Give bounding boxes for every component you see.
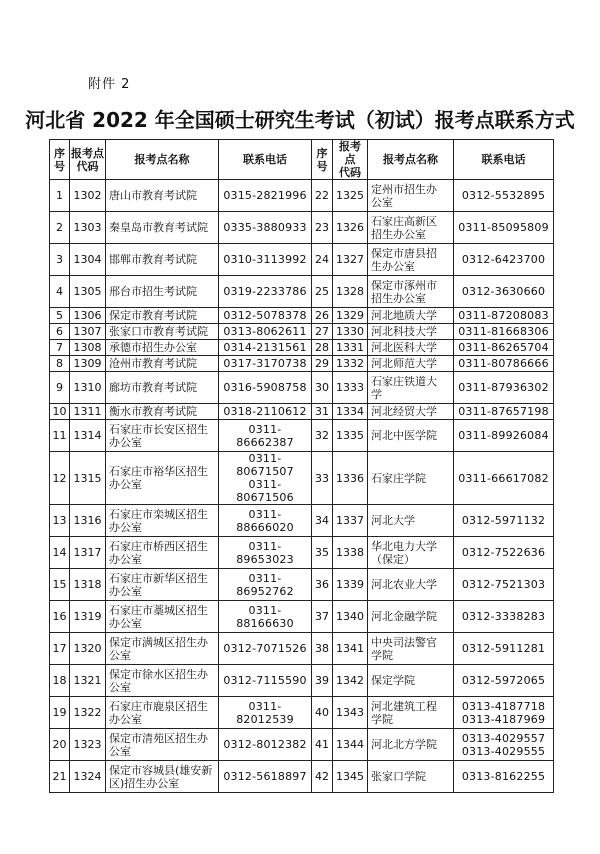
phone-cell: 0311-80786666 (454, 356, 554, 372)
table-row (50, 729, 554, 761)
table-row (50, 276, 554, 308)
code-cell: 1321 (70, 665, 106, 697)
seq-cell: 3 (50, 244, 70, 276)
site-name-cell: 河北医科大学 (368, 340, 454, 356)
site-name-cell: 廊坊市教育考试院 (106, 372, 219, 404)
seq-cell: 8 (50, 356, 70, 372)
site-name-cell: 石家庄市新华区招生 办公室 (106, 569, 219, 601)
table-row (50, 761, 554, 793)
seq-cell: 35 (312, 537, 333, 569)
code-cell: 1330 (333, 324, 368, 340)
seq-cell: 9 (50, 372, 70, 404)
phone-cell: 0311-87208083 (454, 308, 554, 324)
phone-cell: 0311-89926084 (454, 420, 554, 452)
code-cell: 1324 (70, 761, 106, 793)
table-row (50, 420, 554, 452)
seq-cell: 2 (50, 212, 70, 244)
phone-cell: 0312-6423700 (454, 244, 554, 276)
table-row (50, 697, 554, 729)
phone-cell: 0312-5972065 (454, 665, 554, 697)
code-cell: 1342 (333, 665, 368, 697)
code-cell: 1306 (70, 308, 106, 324)
code-cell: 1336 (333, 452, 368, 505)
table-row (50, 180, 554, 212)
table-row (50, 244, 554, 276)
seq-cell: 29 (312, 356, 333, 372)
seq-cell: 38 (312, 633, 333, 665)
code-cell: 1335 (333, 420, 368, 452)
phone-cell: 0312-5618897 (219, 761, 312, 793)
header-code-right: 报考点 代码 (333, 140, 368, 180)
phone-cell: 0316-5908758 (219, 372, 312, 404)
seq-cell: 4 (50, 276, 70, 308)
site-name-cell: 保定市教育考试院 (106, 308, 219, 324)
site-name-cell: 唐山市教育考试院 (106, 180, 219, 212)
header-name-right: 报考点名称 (368, 140, 454, 180)
site-name-cell: 保定学院 (368, 665, 454, 697)
phone-cell: 0311-82012539 (219, 697, 312, 729)
seq-cell: 5 (50, 308, 70, 324)
seq-cell: 14 (50, 537, 70, 569)
code-cell: 1309 (70, 356, 106, 372)
attachment-label: 附件 2 (88, 77, 131, 92)
code-cell: 1344 (333, 729, 368, 761)
seq-cell: 39 (312, 665, 333, 697)
site-name-cell: 河北中医学院 (368, 420, 454, 452)
contact-table (49, 139, 554, 793)
seq-cell: 28 (312, 340, 333, 356)
code-cell: 1304 (70, 244, 106, 276)
seq-cell: 7 (50, 340, 70, 356)
table-row (50, 569, 554, 601)
phone-cell: 0312-7522636 (454, 537, 554, 569)
table-header-row (50, 140, 554, 180)
phone-cell: 0311-88666020 (219, 505, 312, 537)
site-name-cell: 河北师范大学 (368, 356, 454, 372)
phone-cell: 0311-89653023 (219, 537, 312, 569)
seq-cell: 27 (312, 324, 333, 340)
phone-cell: 0311-87657198 (454, 404, 554, 420)
phone-cell: 0319-2233786 (219, 276, 312, 308)
code-cell: 1302 (70, 180, 106, 212)
code-cell: 1339 (333, 569, 368, 601)
site-name-cell: 保定市唐县招 生办公室 (368, 244, 454, 276)
code-cell: 1343 (333, 697, 368, 729)
phone-cell: 0312-5971132 (454, 505, 554, 537)
site-name-cell: 河北地质大学 (368, 308, 454, 324)
site-name-cell: 衡水市教育考试院 (106, 404, 219, 420)
code-cell: 1345 (333, 761, 368, 793)
site-name-cell: 保定市清苑区招生办 公室 (106, 729, 219, 761)
site-name-cell: 中央司法警官 学院 (368, 633, 454, 665)
table-row (50, 324, 554, 340)
phone-cell: 0312-7115590 (219, 665, 312, 697)
seq-cell: 21 (50, 761, 70, 793)
seq-cell: 1 (50, 180, 70, 212)
site-name-cell: 秦皇岛市教育考试院 (106, 212, 219, 244)
site-name-cell: 河北北方学院 (368, 729, 454, 761)
phone-cell: 0311-87936302 (454, 372, 554, 404)
seq-cell: 11 (50, 420, 70, 452)
code-cell: 1331 (333, 340, 368, 356)
site-name-cell: 保定市涿州市 招生办公室 (368, 276, 454, 308)
seq-cell: 31 (312, 404, 333, 420)
phone-cell: 0311-88166630 (219, 601, 312, 633)
seq-cell: 12 (50, 452, 70, 505)
table-row (50, 452, 554, 505)
code-cell: 1334 (333, 404, 368, 420)
code-cell: 1338 (333, 537, 368, 569)
seq-cell: 23 (312, 212, 333, 244)
site-name-cell: 河北大学 (368, 505, 454, 537)
table-row (50, 356, 554, 372)
phone-cell: 0311-86952762 (219, 569, 312, 601)
site-name-cell: 河北建筑工程 学院 (368, 697, 454, 729)
phone-cell: 0313-8162255 (454, 761, 554, 793)
code-cell: 1320 (70, 633, 106, 665)
code-cell: 1316 (70, 505, 106, 537)
code-cell: 1322 (70, 697, 106, 729)
code-cell: 1315 (70, 452, 106, 505)
seq-cell: 36 (312, 569, 333, 601)
phone-cell: 0311-85095809 (454, 212, 554, 244)
site-name-cell: 石家庄高新区 招生办公室 (368, 212, 454, 244)
code-cell: 1325 (333, 180, 368, 212)
header-name-left: 报考点名称 (106, 140, 219, 180)
table-row (50, 537, 554, 569)
seq-cell: 10 (50, 404, 70, 420)
code-cell: 1311 (70, 404, 106, 420)
phone-cell: 0311-81668306 (454, 324, 554, 340)
code-cell: 1308 (70, 340, 106, 356)
site-name-cell: 石家庄市裕华区招生 办公室 (106, 452, 219, 505)
seq-cell: 37 (312, 601, 333, 633)
table-row (50, 340, 554, 356)
seq-cell: 40 (312, 697, 333, 729)
code-cell: 1318 (70, 569, 106, 601)
seq-cell: 18 (50, 665, 70, 697)
seq-cell: 26 (312, 308, 333, 324)
phone-cell: 0311-86265704 (454, 340, 554, 356)
site-name-cell: 石家庄市长安区招生 办公室 (106, 420, 219, 452)
seq-cell: 19 (50, 697, 70, 729)
code-cell: 1329 (333, 308, 368, 324)
code-cell: 1310 (70, 372, 106, 404)
site-name-cell: 河北农业大学 (368, 569, 454, 601)
site-name-cell: 石家庄市栾城区招生 办公室 (106, 505, 219, 537)
code-cell: 1307 (70, 324, 106, 340)
site-name-cell: 石家庄市藁城区招生 办公室 (106, 601, 219, 633)
table-row (50, 372, 554, 404)
code-cell: 1327 (333, 244, 368, 276)
header-phone-left: 联系电话 (219, 140, 312, 180)
site-name-cell: 石家庄市鹿泉区招生 办公室 (106, 697, 219, 729)
table-row (50, 601, 554, 633)
table-row (50, 308, 554, 324)
code-cell: 1337 (333, 505, 368, 537)
seq-cell: 17 (50, 633, 70, 665)
seq-cell: 30 (312, 372, 333, 404)
site-name-cell: 定州市招生办 公室 (368, 180, 454, 212)
seq-cell: 13 (50, 505, 70, 537)
phone-cell: 0311-80671507 0311-80671506 (219, 452, 312, 505)
seq-cell: 25 (312, 276, 333, 308)
site-name-cell: 河北金融学院 (368, 601, 454, 633)
code-cell: 1328 (333, 276, 368, 308)
seq-cell: 15 (50, 569, 70, 601)
site-name-cell: 河北科技大学 (368, 324, 454, 340)
phone-cell: 0318-2110612 (219, 404, 312, 420)
code-cell: 1332 (333, 356, 368, 372)
phone-cell: 0312-8012382 (219, 729, 312, 761)
header-phone-right: 联系电话 (454, 140, 554, 180)
phone-cell: 0312-7071526 (219, 633, 312, 665)
code-cell: 1319 (70, 601, 106, 633)
code-cell: 1314 (70, 420, 106, 452)
table-row (50, 633, 554, 665)
phone-cell: 0313-8062611 (219, 324, 312, 340)
phone-cell: 0317-3170738 (219, 356, 312, 372)
header-seq-left: 序 号 (50, 140, 70, 180)
site-name-cell: 张家口学院 (368, 761, 454, 793)
code-cell: 1323 (70, 729, 106, 761)
phone-cell: 0314-2131561 (219, 340, 312, 356)
phone-cell: 0311-66617082 (454, 452, 554, 505)
document-title: 河北省 2022 年全国硕士研究生考试（初试）报考点联系方式 (25, 108, 575, 132)
seq-cell: 42 (312, 761, 333, 793)
site-name-cell: 河北经贸大学 (368, 404, 454, 420)
phone-cell: 0312-5078378 (219, 308, 312, 324)
table-body (50, 180, 554, 793)
code-cell: 1326 (333, 212, 368, 244)
site-name-cell: 保定市容城县(雄安新 区)招生办公室 (106, 761, 219, 793)
site-name-cell: 保定市徐水区招生办 公室 (106, 665, 219, 697)
phone-cell: 0312-3338283 (454, 601, 554, 633)
seq-cell: 32 (312, 420, 333, 452)
table-row (50, 665, 554, 697)
seq-cell: 16 (50, 601, 70, 633)
code-cell: 1341 (333, 633, 368, 665)
seq-cell: 6 (50, 324, 70, 340)
seq-cell: 24 (312, 244, 333, 276)
seq-cell: 20 (50, 729, 70, 761)
code-cell: 1333 (333, 372, 368, 404)
site-name-cell: 邢台市招生考试院 (106, 276, 219, 308)
code-cell: 1305 (70, 276, 106, 308)
site-name-cell: 邯郸市教育考试院 (106, 244, 219, 276)
site-name-cell: 承德市招生办公室 (106, 340, 219, 356)
site-name-cell: 石家庄市桥西区招生 办公室 (106, 537, 219, 569)
site-name-cell: 石家庄铁道大 学 (368, 372, 454, 404)
phone-cell: 0335-3880933 (219, 212, 312, 244)
phone-cell: 0311-86662387 (219, 420, 312, 452)
code-cell: 1303 (70, 212, 106, 244)
table-row (50, 505, 554, 537)
header-code-left: 报考点 代码 (70, 140, 106, 180)
seq-cell: 22 (312, 180, 333, 212)
site-name-cell: 沧州市教育考试院 (106, 356, 219, 372)
site-name-cell: 张家口市教育考试院 (106, 324, 219, 340)
code-cell: 1340 (333, 601, 368, 633)
seq-cell: 34 (312, 505, 333, 537)
phone-cell: 0312-5532895 (454, 180, 554, 212)
phone-cell: 0315-2821996 (219, 180, 312, 212)
phone-cell: 0310-3113992 (219, 244, 312, 276)
seq-cell: 33 (312, 452, 333, 505)
phone-cell: 0312-5911281 (454, 633, 554, 665)
phone-cell: 0313-4187718 0313-4187969 (454, 697, 554, 729)
table-row (50, 404, 554, 420)
site-name-cell: 华北电力大学 （保定） (368, 537, 454, 569)
code-cell: 1317 (70, 537, 106, 569)
site-name-cell: 石家庄学院 (368, 452, 454, 505)
site-name-cell: 保定市满城区招生办 公室 (106, 633, 219, 665)
seq-cell: 41 (312, 729, 333, 761)
phone-cell: 0312-3630660 (454, 276, 554, 308)
table-row (50, 212, 554, 244)
header-seq-right: 序 号 (312, 140, 333, 180)
phone-cell: 0313-4029557 0313-4029555 (454, 729, 554, 761)
phone-cell: 0312-7521303 (454, 569, 554, 601)
